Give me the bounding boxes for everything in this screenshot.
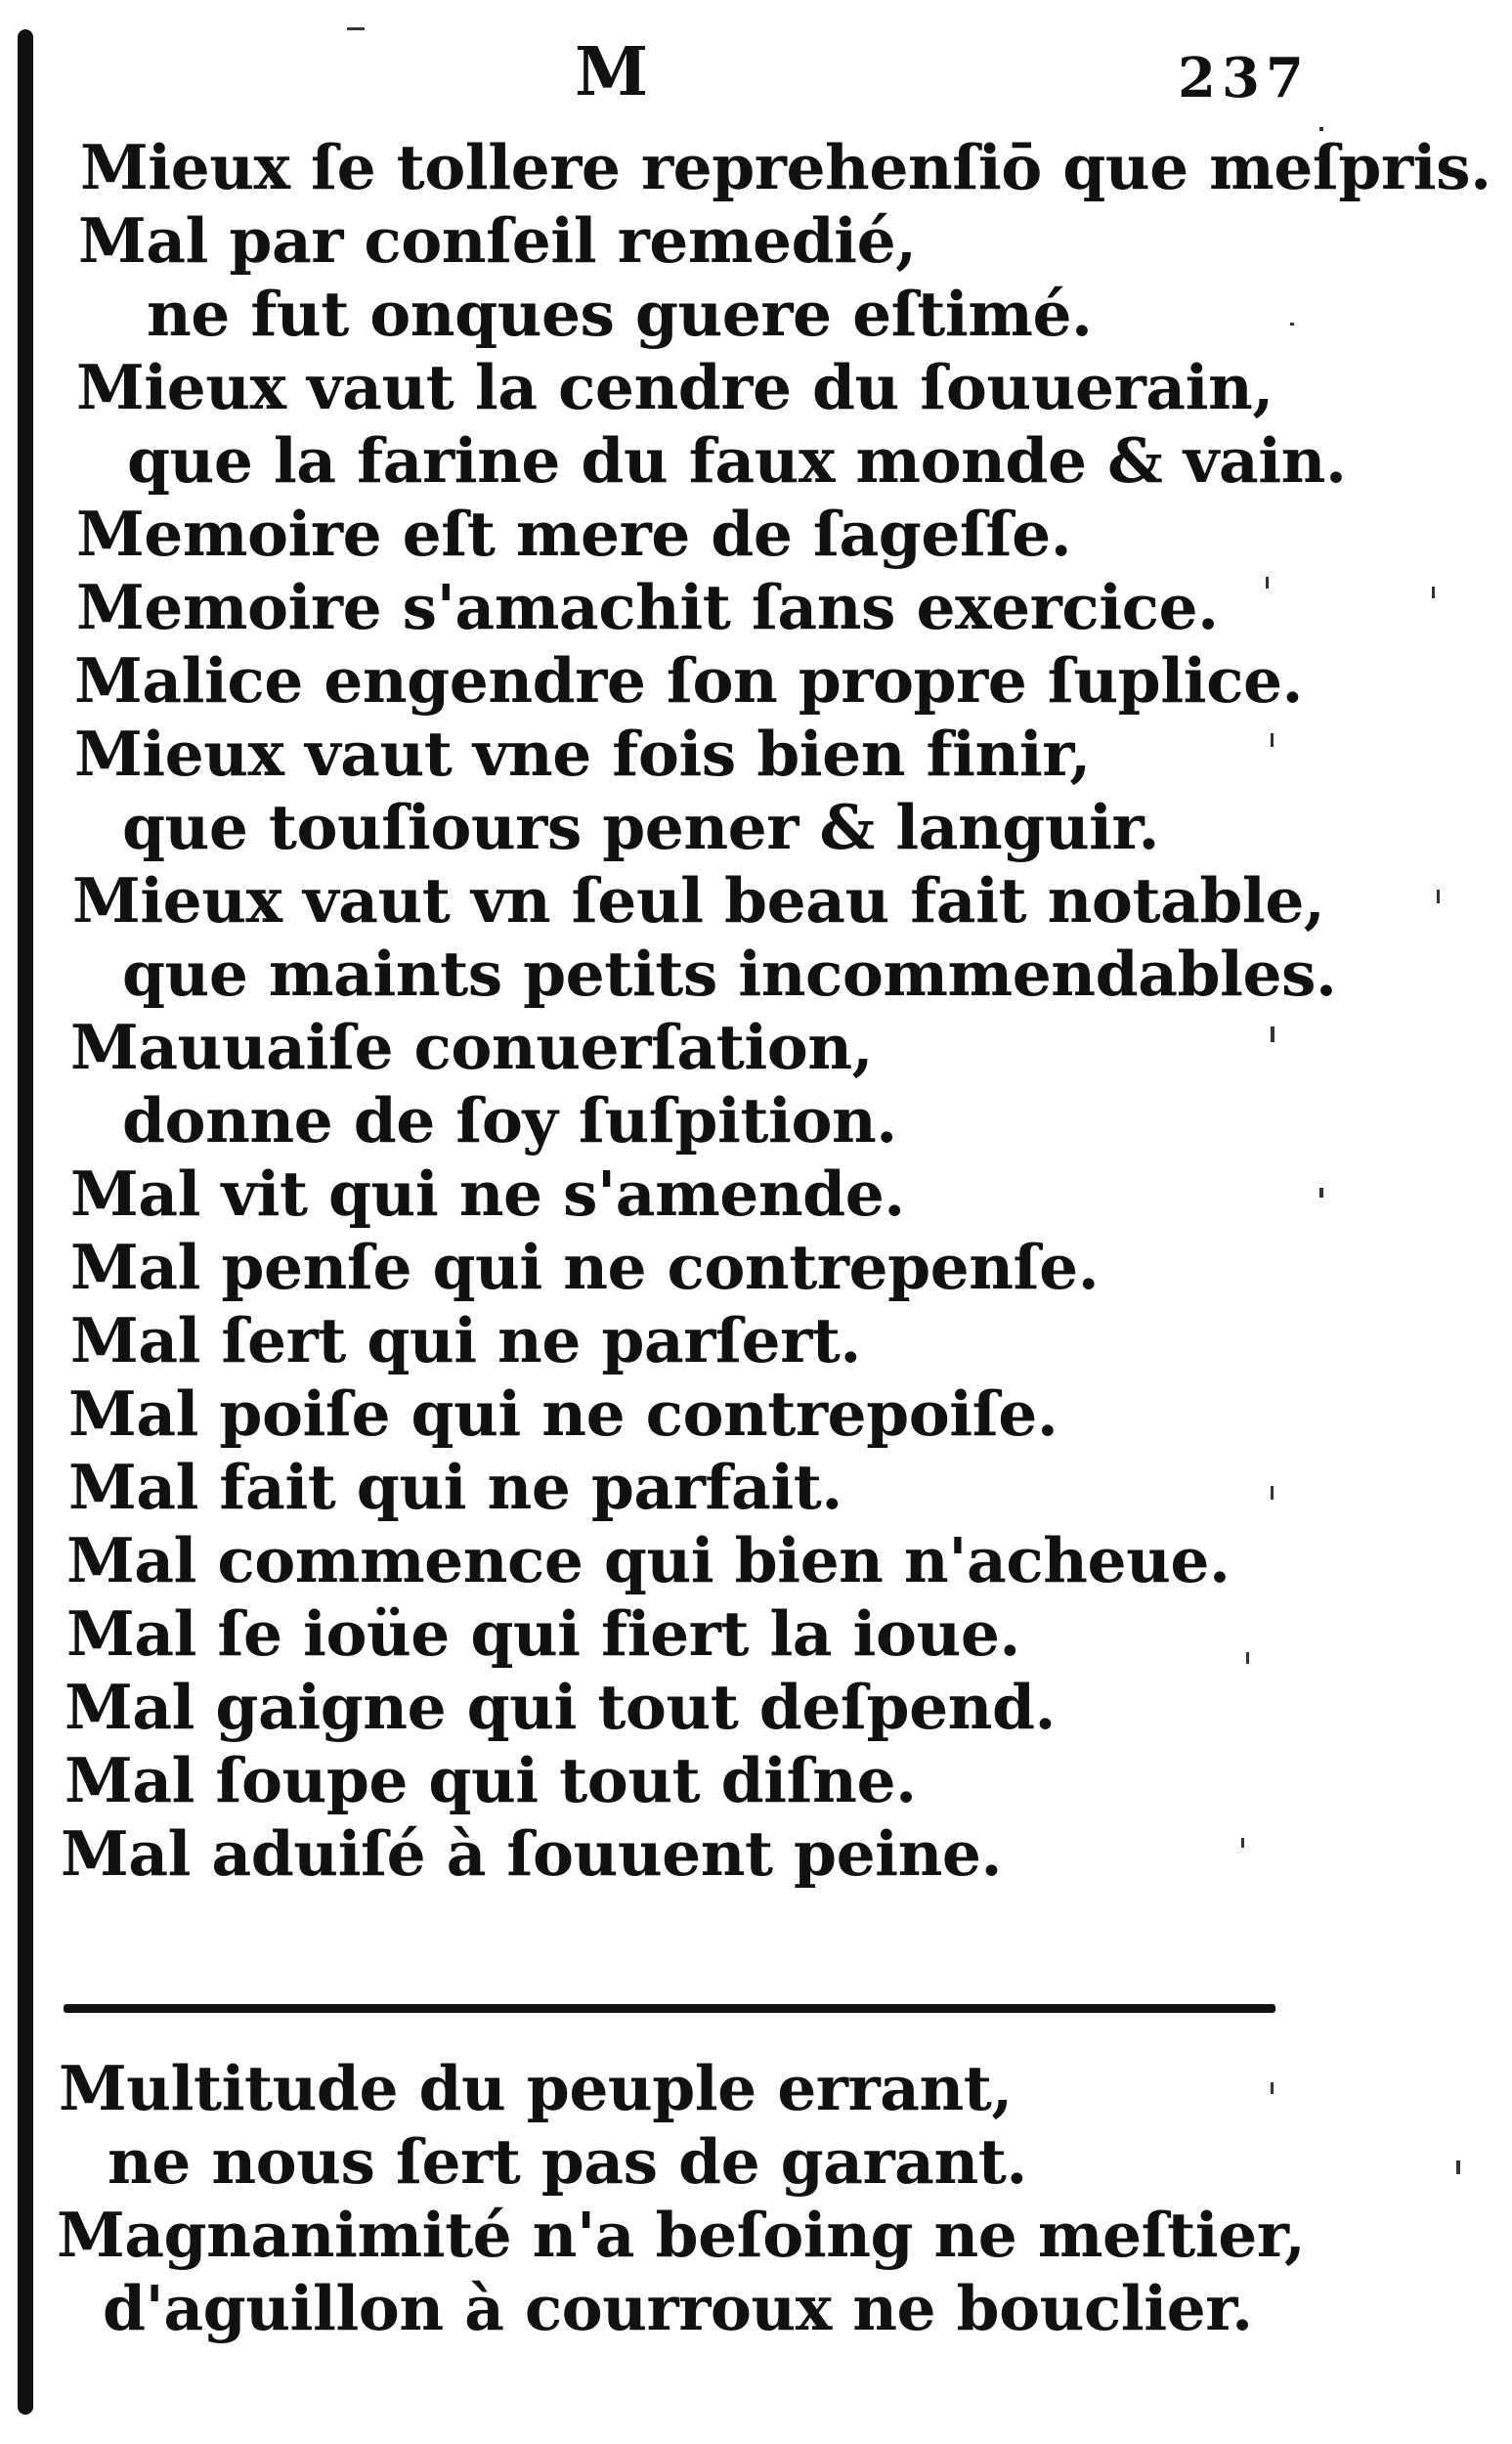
scan-speck	[1241, 1838, 1244, 1848]
scan-speck	[1271, 1486, 1274, 1500]
scan-speck	[1271, 733, 1274, 747]
scan-speck	[1437, 890, 1440, 903]
proverb-line: donne de ſoy ſuſpition.	[122, 1084, 897, 1157]
proverb-line: Mieux vaut vn ſeul beau fait notable,	[72, 864, 1325, 937]
proverb-line: ne nous ſert pas de garant.	[108, 2125, 1027, 2198]
scan-speck	[1319, 1188, 1323, 1198]
scan-speck	[1290, 323, 1294, 326]
proverb-line: ne fut onques guere eſtimé.	[147, 278, 1093, 350]
proverb-line: Memoire eſt mere de ſageſſe.	[76, 498, 1072, 570]
proverb-line: Mal aduiſé à ſouuent peine.	[61, 1817, 1002, 1890]
proverb-line: Mal commence qui bien n'acheue.	[66, 1524, 1231, 1596]
proverb-line: Mal ſert qui ne parſert.	[70, 1304, 861, 1376]
section-divider-rule	[64, 2004, 1275, 2013]
proverb-line: Mal ſoupe qui tout diſne.	[65, 1744, 917, 1816]
proverb-line: Mal par conſeil remedié,	[78, 204, 917, 277]
proverb-line: Malice engendre ſon propre ſuplice.	[74, 644, 1303, 717]
proverb-line: Memoire s'amachit ſans exercice.	[76, 571, 1219, 643]
scan-speck	[1319, 127, 1323, 131]
proverb-line: Magnanimité n'a beſoing ne meſtier,	[57, 2199, 1306, 2271]
proverb-line: Mal vit qui ne s'amende.	[70, 1157, 905, 1230]
proverb-line: que touſiours pener & languir.	[122, 791, 1159, 863]
proverb-line: Mal poiſe qui ne contrepoiſe.	[68, 1377, 1058, 1450]
proverb-line: d'aguillon à courroux ne bouclier.	[103, 2272, 1253, 2344]
proverb-line: Mieux vaut la cendre du ſouuerain,	[76, 351, 1274, 423]
proverb-line: Mal penſe qui ne contrepenſe.	[70, 1231, 1100, 1303]
scan-speck	[1271, 1026, 1274, 1042]
proverb-line: Mauuaiſe conuerſation,	[70, 1011, 874, 1083]
binding-edge	[18, 29, 33, 2415]
proverb-line: Mieux vaut vne fois bien finir,	[74, 718, 1091, 790]
proverb-line: Mieux ſe tollere reprehenſiō que meſpris.	[80, 131, 1491, 203]
scan-speck	[1456, 2160, 1460, 2174]
scan-speck	[1271, 2082, 1274, 2094]
scan-speck	[1432, 587, 1435, 598]
proverb-line: que la farine du faux monde & vain.	[127, 424, 1347, 497]
proverb-line: Mal fait qui ne parfait.	[68, 1451, 842, 1523]
scan-speck	[1246, 1652, 1249, 1664]
page-number: 237	[1178, 46, 1310, 110]
proverb-line: Mal ſe ioüe qui fiert la ioue.	[66, 1597, 1020, 1670]
proverb-line: que maints petits incommendables.	[122, 938, 1337, 1010]
scan-speck	[1266, 577, 1269, 589]
section-letter: M	[575, 33, 649, 111]
proverb-line: Mal gaigne qui tout deſpend.	[65, 1671, 1056, 1743]
proverb-line: Multitude du peuple errant,	[59, 2052, 1013, 2124]
scan-speck	[347, 27, 365, 30]
